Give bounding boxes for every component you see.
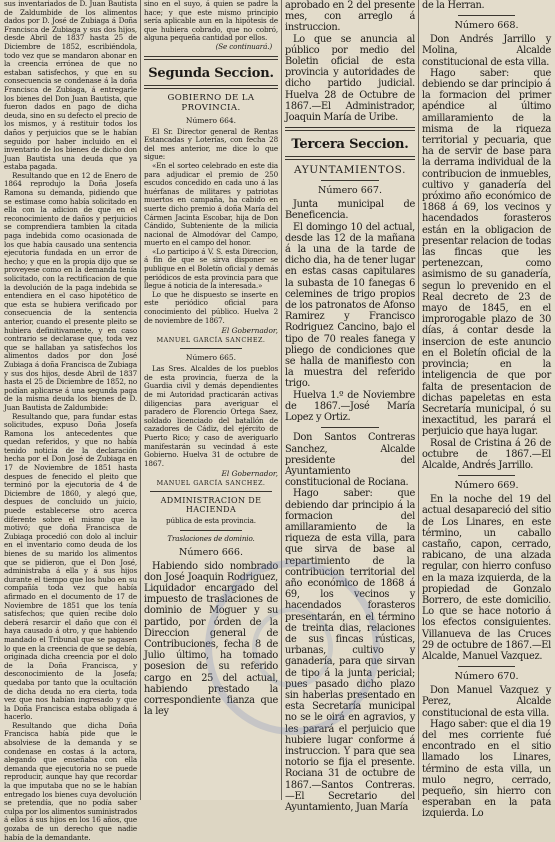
- paragraph: Lo que se anuncia al público por medio del Boletin oficial de esta provincia y autoridades de dicho partido judicial. Huelva 28 de Octubre de 1867.—El Administrador, Joaquin María de Uribe.: [285, 33, 415, 124]
- notice-number-664: Número 664.: [185, 115, 237, 125]
- signature-name: MANUEL GARCÍA SANCHEZ.: [156, 336, 266, 345]
- paragraph: En la noche del 19 del actual desapareció del sitio de Los Linares, en este término, un caballo castaño, capon, cerrado, rabicano, de una alzada regular, con hierro confuso en la maza izquierda, de la propiedad de Gonzalo Borrero, de este domicilio. Lo que se hace notorio á los efectos consiguientes. Villanueva de las Cruces 29 de octubre de 1867.—El Alcalde, Manuel Vazquez.: [422, 494, 551, 662]
- paragraph: «En el sorteo celebrado en este dia para adjudicar el premio de 250 escudos concedido en cada uno á las huérfanas de militares y patriotas muertos en campaña, ha cabido en suerte dicho premio á doña María del Cármen Jacinta Escobar, hija de Don Cándido, Subteniente de la milicia nacional de Almodóvar del Campo, muerto en el campo del honor.: [144, 160, 278, 248]
- paragraph: Resultando que dicha Doña Francisca había pide que le absolviese de la demanda y se condenase en costas á la actora, alegando que enseñaba con ella demanda que ejecutoria no se puede reproducir, aunque hay que recordar la que imputaba que no se le habían entregado los bienes cuya devolución se pretendía, que no podía saber culpa por los alimentos suministrados á ellos á sus hijos en los 16 años, que gozaba de un derecho que nadie había de la demandante.: [4, 720, 137, 842]
- notice-number-665: Número 665.: [185, 353, 237, 363]
- section-title-tercera: Tercera Seccion.: [291, 137, 409, 153]
- column-rule: [418, 0, 419, 800]
- notice-664-text: [144, 128, 278, 326]
- section-divider: [144, 56, 278, 60]
- heading-gobierno: GOBIERNO DE LA PROVINCIA.: [167, 92, 255, 113]
- paragraph: Don Santos Contreras Sanchez, Alcalde presidente del Ayuntamiento constitucional de Rociana.: [285, 432, 415, 489]
- paragraph: Lo que he dispuesto se inserte en este periódico oficial para conocimiento del público. Huelva 2 de noviembre de 1867.: [144, 289, 278, 325]
- notice-rociana-text: [285, 432, 415, 813]
- paragraph: Habiendo sido nombrado don José Joaquin Rodriguez, Liquidador encargado del impuesto de traslaciones de dominio de Moguer y su partido, por órden de la Direccion general de Contribuciones, fecha 8 de Julio último, ha tomado posesion de su referido cargo en 25 del actual, habiendo prestado la correspondiente fianza que la ley: [144, 560, 278, 718]
- paragraph: sino en el suyo, á quien se padre la hace; y que este mismo principio sería aplicable aun en la hipótesis de que hubiera cobrado, que no cobró, alguna pequeña cantidad por ellos.: [144, 0, 278, 43]
- paragraph: Junta municipal de Beneficencia.: [285, 199, 415, 222]
- paragraph: Hago saber: que debiendo dar principio á la formacion del amillaramiento de la riqueza de esta villa, para que sirva de base al repartimiento de la contribucion territorial del año económico de 1868 á 69, los vecinos y hacendados forasteros presentarán, en el término de treinta dias, relaciones de sus fincas rústicas, urbanas, cultivo y ganadería, para que sirvan de tipo á la junta pericial; pues pasado dicho plazo sin haberlas presentado en esta Secretaría municipal no se le oirá en agravios, y les parará el perjuicio que hubiere lugar conforme á instruccion. Y para que sea notorio se fija el presente. Rociana 31 de octubre de 1867.—Santos Contreras.—El Secretario del Ayuntamiento, Juan María: [285, 488, 415, 813]
- rule: [458, 666, 515, 667]
- notice-665-text: [144, 365, 278, 468]
- paragraph: aprobado en 2 del presente mes, con arreglo á instruccion.: [285, 0, 415, 34]
- paragraph: Rosal de Cristina á 26 de octubre de 1867.—El Alcalde, Andrés Jarrillo.: [422, 437, 551, 471]
- paragraph: El domingo 10 del actual, desde las 12 de la mañana á la una de la tarde de dicho dia, ha de tener lugar en estas casas capitulares la subasta de 10 fanegas 6 celemines de trigo propios de los patronatos de Afonso Ramirez y Francisco Rodriguez Cancino, bajo el tipo de 70 reales fanega y pliego de condiciones que se halla de manifiesto con la muestra del referido trigo.: [285, 221, 415, 390]
- notice-670-text: [422, 685, 551, 819]
- paragraph: Las Sres. Alcaldes de los pueblos de esta provincia, fuerza de la Guardia civil y demás dependientes de mi Autoridad practicarán activas diligencias para averiguar el paradero de Florencio Ortega Saez, soldado licenciado del batallón de cazadores de Cádiz, del ejército de Puerto Rico; y caso de averiguarlo manifestarán su vecindad á este Gobierno. Huelva 31 de octubre de 1867.: [144, 364, 278, 468]
- paragraph: Resultando que en 12 de Enero de 1864 reprodujo la Doña Josefa Ramona su demanda, pidiendo que se estimase como había solicitado en ella con la adicion de que en el reconocimiento de daños y perjuicios se comprendiera tambien la citada paga indebida como ocasionada de los que había causado una sentencia ejecutoria fundada en un error de hecho; y que en la propia dijo que se proveyese como en la demanda tenía solicitado, con la rectificacion de que la devolución de la paga indebida se entendiera en el caso hipotético de que esta se hubiera verificado por consecuencia de la sentencia anterior, cuando el presente pleito se hubiera definitivamente, y en caso contrario se declarase que, toda vez que se hallaban ya satisfechos los alimentos dados por don José Zubiaga á doña Francisca de Zubiaga y sus dos hijos, desde Abril de 1837 hasta el 25 de Diciembre de 1852, no podían aplicarse á una segunda paga de la misma deuda los bienes de D. Juan Bautista de Zaldumbide:: [4, 170, 137, 412]
- column-2-top-text: [144, 0, 278, 43]
- heading-hacienda-sub: pública de esta provincia.: [166, 516, 256, 526]
- column-rule: [140, 0, 141, 800]
- notice-667-text: [285, 199, 415, 423]
- paragraph: Hago saber: que el dia 19 del mes corriente fué encontrado en el sitio llamado los Linares, término de esta villa, un mulo negro, cerrado, pequeño, sin hierro con esperaban en la pata izquierda. Lo: [422, 718, 551, 820]
- column-rule: [281, 0, 282, 800]
- column-3: [283, 0, 417, 813]
- section-title-segunda: Segunda Seccion.: [148, 65, 274, 81]
- rule: [180, 348, 242, 349]
- signature-title: El Gobernador,: [221, 469, 278, 479]
- section-divider: [285, 127, 415, 131]
- section-divider: [285, 156, 415, 160]
- paragraph: Hago saber: que debiendo se dar principio á la formacion del primer apéndice al último amillaramiento de la misma de la riqueza territorial y pecuaria, que ha de servir de base para la derrama individual de la contribucion de inmuebles, cultivo y ganadería del próximo año económico de 1868 á 69, los vecinos y hacendados forasteros están en la obligacion de presentar relacion de todas las fincas que les pertenezcan, como asimismo de su ganadería, segun lo prevenido en el Real decreto de 23 de mayo de 1845, en el improrogable plazo de 30 días, á contar desde la insercion de este anuncio en el Boletín oficial de la provincia; en la inteligencia de que por falta de presentacion de dichas papeletas en esta Secretaría municipal, ó su inexactitud, les parará el perjuicio que haya lugar.: [422, 67, 551, 438]
- signature-title: El Gobernador,: [221, 326, 278, 336]
- column-1-text: [4, 0, 137, 842]
- rule: [458, 475, 515, 476]
- notice-number-670: Número 670.: [454, 671, 519, 683]
- notice-666-text: [144, 561, 278, 718]
- heading-ayuntamientos: AYUNTAMIENTOS.: [293, 164, 407, 177]
- rule: [458, 15, 515, 16]
- notice-669-text: [422, 494, 551, 662]
- paragraph: Don Andrés Jarrillo y Molina, Alcalde constitucional de esta villa.: [422, 34, 551, 68]
- paragraph: Resultando que, para fundar estas solicitudes, expuso Doña Josefa Ramona los antecedentes que quedan referidos, y que no había tenido noticia de la declaración hecha por el Don José de Zubiaga en 17 de Noviembre de 1851 hasta despues de fenecido el pleito que terminó por la ejecutoria de 4 de Diciembre de 1860, y alegó que, despues de concluido un juicio, puede establecerse otro acerca diferente sobre el mismo que la motivó; que doña Francisca de Zubiaga procedió con dolo al incluir en el inventario como deuda de los bienes de su marido los alimentos que se pidieron, que el Don José, administraba á ella y á sus hijos durante el tiempo que los hubo en su compañía toda vez que había afirmado en el documento de 17 de Noviembre de 1851 que los tenía satisfechos; que quien recibe dolo deberá resarcir el daño que con él haya causado á otro, y que habiendo mandado el Tribunal que se pagasen lo que en la creencia de que se debía, originada dicha creencia por el dolo de la Doña Francisca, y desconocimiento de la Josefa; quedaba por tanto que la ocultación de dicha deuda no era cierta, toda vez que nos habían ingresado y que la Doña Francisca estaba obligada á hacerlo.: [4, 411, 137, 722]
- paragraph: de la Herran.: [422, 0, 485, 11]
- paragraph: sus inventariados de D. Juan Bautista de Zaldumbide de los alimentos dados por D. José de Zubiaga á Doña Francisca de Zubiaga y sus dos hijos, desde Abril de 1837 hasta 25 de Diciembre de 1852, escribiéndola, todo vez que se mandaron abonar en la creencia errónea de que no estaban satisfechos, y que en su consecuencia se condenase á la doña Francisca de Zubiaga, á entregarle los bienes del Don Juan Bautista, que fueron dados en pago de dicha deuda, sino en su defecto el precio de los mismos, y á restituir todos los daños y perjuicios que se le habían seguido por haber incluido en el inventario de los bienes de dicho don Juan Bautista una deuda que ya estaba pagada.: [4, 0, 137, 172]
- notice-668-text: [422, 34, 551, 471]
- paragraph: El Sr. Director general de Rentas Estancadas y Loterías, con fecha 28 del mes anterior, me dice lo que sigue:: [144, 126, 278, 162]
- notice-number-669: Número 669.: [454, 480, 519, 492]
- continua-note: (Se continuará.): [215, 41, 272, 51]
- rule: [321, 427, 379, 428]
- heading-hacienda: ADMINISTRACION DE HACIENDA: [160, 496, 262, 515]
- paragraph: Huelva 1.º de Noviembre de 1867.—José María Lopez y Ortiz.: [285, 389, 415, 424]
- notice-number-668: Número 668.: [454, 20, 519, 32]
- heading-traslaciones: Traslaciones de dominio.: [167, 533, 255, 543]
- section-divider: [144, 85, 278, 89]
- rule: [150, 491, 272, 492]
- rule: [180, 530, 242, 531]
- column-4-top-text: [422, 0, 551, 11]
- signature-name: MANUEL GARCÍA SANCHEZ.: [156, 479, 266, 488]
- column-1: [2, 0, 139, 842]
- column-4: [420, 0, 553, 820]
- rule: [321, 180, 379, 181]
- notice-number-666: Número 666.: [178, 546, 244, 558]
- notice-number-667: Número 667.: [317, 185, 383, 197]
- column-2: [142, 0, 280, 800]
- paragraph: «Lo participo á V. S. esta Direccion, á fin de que se sirva disponer se publique en el Boletín oficial y demás periódicos de esta provincia para que llegue á noticia de la interesada.»: [144, 246, 278, 291]
- paragraph: Don Manuel Vazquez y Perez, Alcalde constitucional de esta villa.: [422, 685, 551, 719]
- column-3-top-text: [285, 0, 415, 123]
